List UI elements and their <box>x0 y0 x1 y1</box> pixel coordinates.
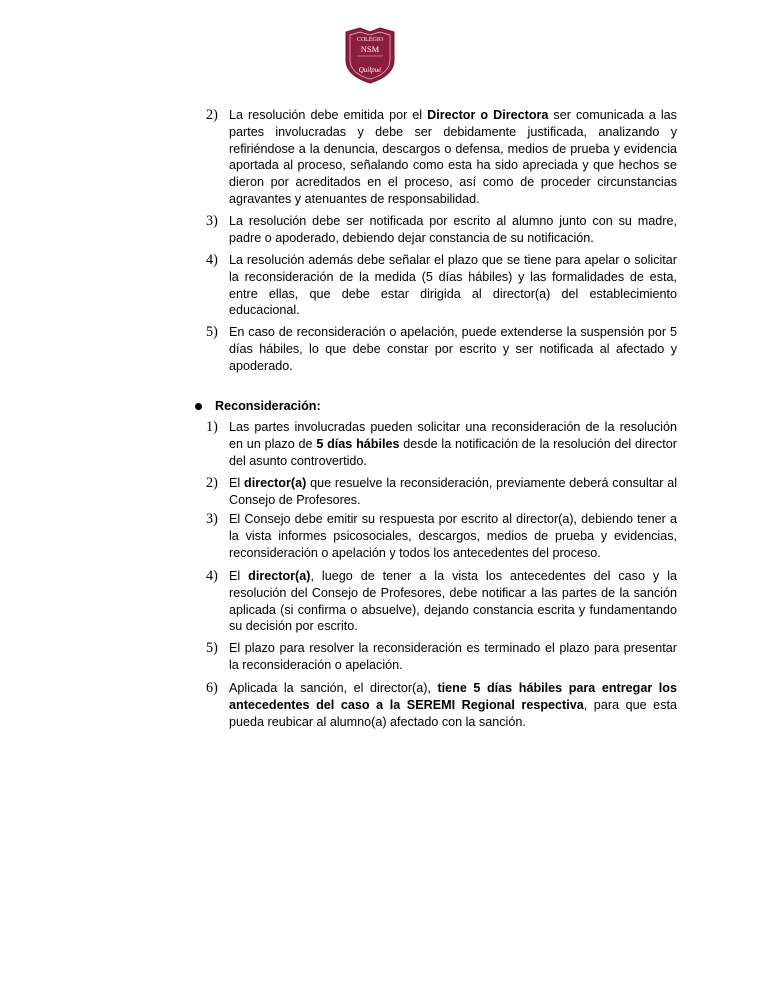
list-item <box>206 107 684 207</box>
item-text: La resolución debe emitida por el Director o Directora ser comunicada a las partes involucradas y debe ser debidamente justificada, analizando y refiriéndose a la denuncia, descargos o defensa, medios de prueba y evidencia aportada al proceso, señalando como esta ha sido apreciada y que hechos se dieron por acreditados en el proceso, así como de proceder circunstancias agravantes y atenuantes de responsabilidad. <box>229 108 677 206</box>
list-item <box>206 640 684 674</box>
school-logo <box>343 26 397 84</box>
list-item <box>206 252 684 319</box>
list-item <box>206 419 684 470</box>
item-number: 5) <box>206 640 218 656</box>
list-item <box>206 568 684 635</box>
item-number: 2) <box>206 107 218 123</box>
item-text: Aplicada la sanción, el director(a), tiene 5 días hábiles para entregar los antecedentes del caso a la SEREMI Regional respectiva, para que esta pueda reubicar al alumno(a) afectado con la sanción. <box>229 681 677 729</box>
item-text: El director(a) que resuelve la reconsideración, previamente deberá consultar al Consejo de Profesores. <box>229 476 678 507</box>
item-number: 4) <box>206 568 218 584</box>
item-text: La resolución debe ser notificada por escrito al alumno junto con su madre, padre o apoderado, debiendo dejar constancia de su notificación. <box>229 214 677 245</box>
logo-line-3: Quilpué <box>358 66 382 74</box>
bold-text: tiene 5 días hábiles para entregar los antecedentes del caso a la SEREMI Regional respectiva <box>229 681 677 712</box>
list-item <box>206 213 684 247</box>
item-text: La resolución además debe señalar el plazo que se tiene para apelar o solicitar la reconsideración de la medida (5 días hábiles) y las formalidades de esta, entre ellas, que debe estar dirigida al director(a) del establecimiento educacional. <box>229 253 677 318</box>
item-number: 4) <box>206 252 218 268</box>
bold-text: 5 días hábiles <box>316 436 400 451</box>
item-text: El director(a), luego de tener a la vista los antecedentes del caso y la resolución del Consejo de Profesores, debe notificar a las partes de la sanción aplicada (si confirma o absuelve), dejando constancia escrita y fundamentando su decisión por escrito. <box>229 569 677 634</box>
item-text: En caso de reconsideración o apelación, puede extenderse la suspensión por 5 días hábiles, lo que debe constar por escrito y ser notificada al afectado y apoderado. <box>229 325 677 373</box>
item-number: 1) <box>206 419 218 435</box>
list-item <box>206 680 684 731</box>
logo-line-1: COLEGIO <box>356 37 384 43</box>
bullet-icon <box>195 403 202 410</box>
list-item <box>206 475 684 509</box>
section-heading-label: Reconsideración: <box>215 399 321 413</box>
item-text: El plazo para resolver la reconsideración es terminado el plazo para presentar la reconsideración o apelación. <box>229 641 677 672</box>
bold-text: director(a) <box>248 569 311 583</box>
bold-text: director(a) <box>244 476 307 490</box>
item-number: 3) <box>206 213 218 229</box>
item-number: 5) <box>206 324 218 340</box>
list-item <box>206 511 684 562</box>
logo-line-2: NSM <box>360 44 380 54</box>
item-number: 3) <box>206 511 218 527</box>
item-text: El Consejo debe emitir su respuesta por escrito al director(a), debiendo tener a la vista informes psicosociales, descargos, medios de prueba y evidencias, reconsideración o apelación y todos los antecedentes del proceso. <box>229 512 677 560</box>
shield-logo-icon <box>343 26 397 84</box>
bold-text: Director o Directora <box>427 108 549 122</box>
item-number: 6) <box>206 680 218 696</box>
item-number: 2) <box>206 475 218 491</box>
item-text: Las partes involucradas pueden solicitar una reconsideración de la resolución en un plazo de 5 días hábiles desde la notificación de la resolución del director del asunto controvertido. <box>229 420 677 468</box>
list-item <box>206 324 684 375</box>
